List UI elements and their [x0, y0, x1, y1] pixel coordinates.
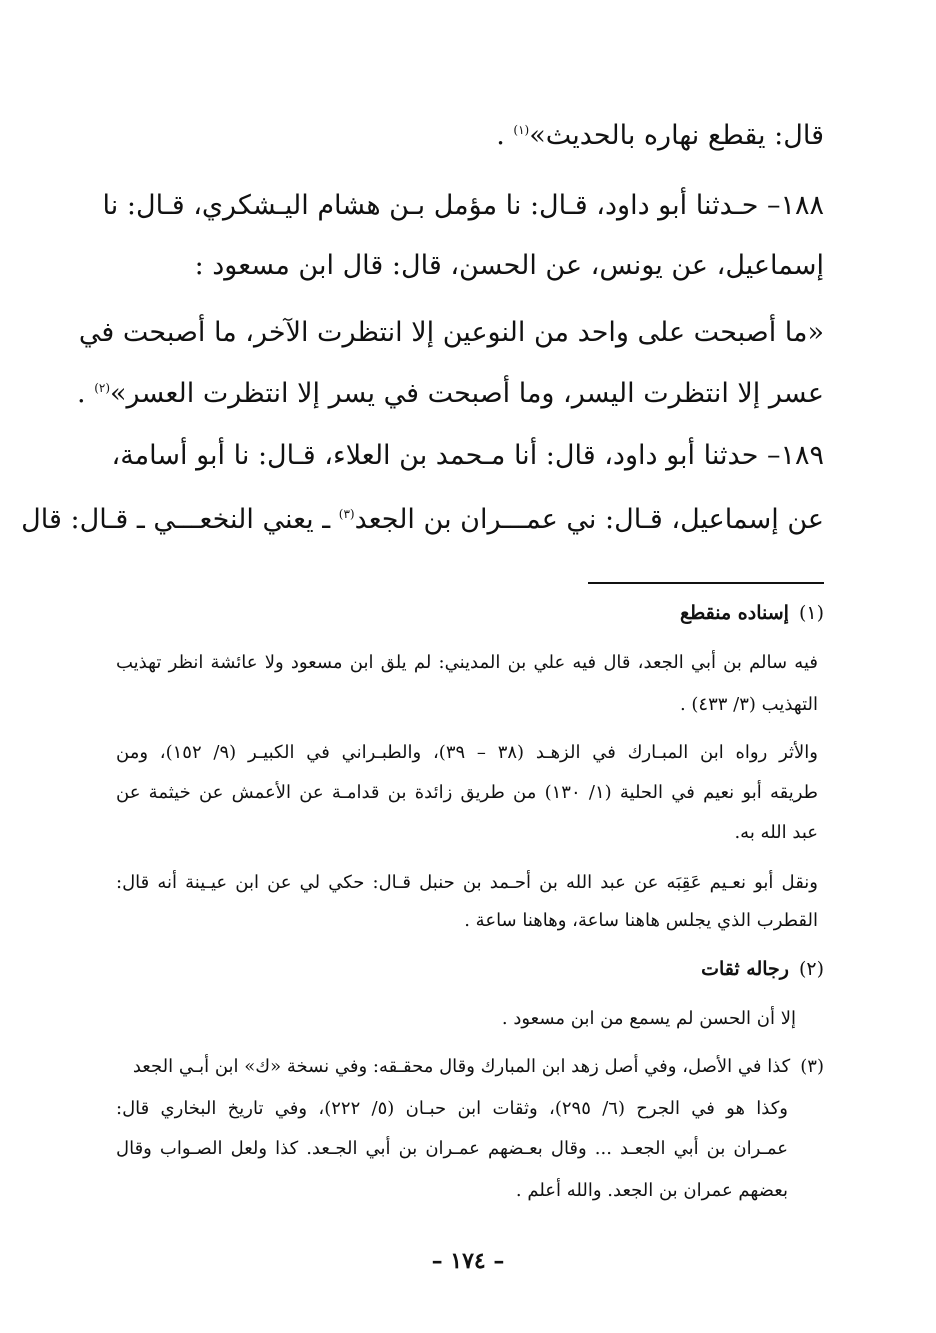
main-line-5-end: . [77, 378, 95, 409]
main-line-2: ١٨٨– حـدثنا أبو داود، قـال: نا مؤمل بـن هشام اليـشكري، قـال: نا [102, 190, 824, 221]
footnote-2-number: (٢) [798, 958, 824, 980]
page-number: – ١٧٤ – [431, 1248, 505, 1274]
main-line-3: إسماعيل، عن يونس، عن الحسن، قال: قال ابن مسعود : [194, 250, 824, 281]
footnote-1-title: إسناده منقطع [679, 602, 789, 624]
footnote-3-line-4: بعضهم عمران بن الجعد. والله أعلم . [515, 1180, 788, 1201]
main-line-1-text: قال: يقطع نهاره بالحديث» [529, 120, 824, 151]
footnote-2-title: رجاله ثقات [701, 958, 789, 980]
main-line-5-text: عسر إلا انتظرت اليسر، وما أصبحت في يسر إلا انتظرت العسر» [110, 378, 824, 409]
footnote-separator [588, 582, 824, 584]
footnote-1-line-1: فيه سالم بن أبي الجعد، قال فيه علي بن المديني: لم يلق ابن مسعود ولا عائشة انظر تهذيب [116, 652, 818, 673]
footnote-1-line-5: عبد الله به. [734, 822, 818, 843]
main-line-6: ١٨٩– حدثنا أبو داود، قال: أنا مـحمد بن العلاء، قـال: نا أبو أسامة، [111, 440, 824, 471]
footnote-2-line-1: إلا أن الحسن لم يسمع من ابن مسعود . [501, 1008, 796, 1029]
main-line-1 [496, 110, 824, 156]
footnote-1-number: (١) [798, 602, 824, 624]
footnote-3-line-3: عمـران بن أبي الجعـد ... وقال بعـضهم عمـران بن أبي الجـعد. كذا ولعل الصـواب وقال [116, 1138, 788, 1159]
main-line-4: «ما أصبحت على واحد من النوعين إلا انتظرت الآخر، ما أصبحت في [78, 317, 824, 348]
main-line-5 [77, 368, 824, 414]
main-line-1-end: . [496, 120, 514, 151]
main-line-7-text-b: ـ يعني النخعـــي ـ قـال: قال [21, 504, 339, 535]
footnote-ref-2: (٢) [94, 381, 111, 395]
footnote-ref-1: (١) [513, 123, 530, 137]
main-line-7 [21, 494, 824, 540]
footnote-1-line-6: ونقل أبو نعـيم عَقِبَه عن عبد الله بن أحـمد بن حنبل قـال: حكي لي عن ابن عيـينة أنه قال: [116, 872, 818, 893]
footnote-3-line-2: وكذا هو في الجرح (٦/ ٢٩٥)، وثقات ابن حبـان (٥/ ٢٢٢)، وفي تاريخ البخاري قال: [116, 1098, 788, 1119]
footnote-1-line-2: التهذيب (٣/ ٤٣٣) . [679, 694, 818, 715]
footnote-2-heading [701, 954, 824, 984]
footnote-3-line-1-text: كذا في الأصل، وفي أصل زهد ابن المبارك وقال محقـقه: وفي نسخة «ك» ابن أبـي الجعد [132, 1056, 791, 1077]
footnote-ref-3: (٣) [338, 507, 355, 521]
footnote-1-line-3: والأثر رواه ابن المبـارك في الزهـد (٣٨ – ٣٩)، والطبـراني في الكبيـر (٩/ ١٥٢)، ومن [116, 742, 818, 763]
footnote-3-line-1 [116, 1052, 824, 1082]
footnote-1-line-4: طريقه أبو نعيم في الحلية (١/ ١٣٠) من طريق زائدة بن قدامـة عن الأعمش عن خيثمة عن [116, 782, 818, 803]
footnote-1-heading [680, 598, 824, 628]
footnote-3-number: (٣) [800, 1056, 824, 1077]
footnote-1-line-7: القطرب الذي يجلس هاهنا ساعة، وهاهنا ساعة . [464, 910, 818, 931]
main-line-7-text-a: عن إسماعيل، قـال: ني عمـــران بن الجعد [354, 504, 824, 535]
